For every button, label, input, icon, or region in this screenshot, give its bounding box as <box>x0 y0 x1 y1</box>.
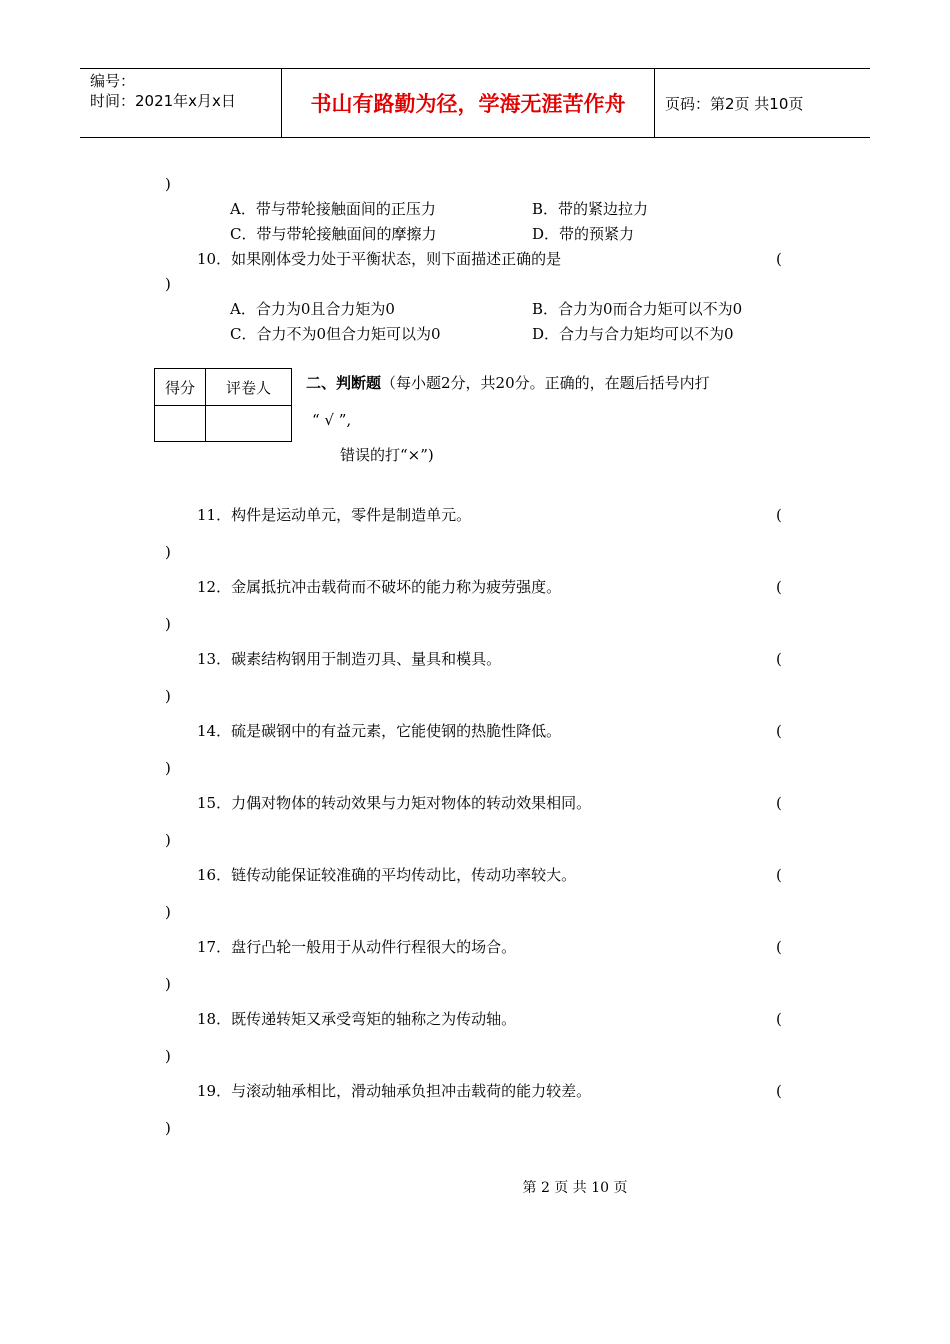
header-meta <box>80 69 280 137</box>
question-text: 19．与滚动轴承相比，滑动轴承负担冲击载荷的能力较差。 <box>197 1082 592 1100</box>
q10-option-a: A．合力为0且合力矩为0 <box>230 300 395 318</box>
question-open-paren: ( <box>776 866 782 884</box>
page-footer: 第 2 页 共 10 页 <box>522 1180 628 1196</box>
q9-option-b: B．带的紧边拉力 <box>532 200 649 218</box>
question-close-paren: ) <box>165 687 171 705</box>
header-motto: 书山有路勤为径，学海无涯苦作舟 <box>310 92 626 116</box>
q10-open-paren: ( <box>776 250 782 268</box>
q10-text: 10．如果刚体受力处于平衡状态，则下面描述正确的是 <box>197 250 562 268</box>
question-text: 14．硫是碳钢中的有益元素，它能使钢的热脆性降低。 <box>197 722 562 740</box>
question-close-paren: ) <box>165 615 171 633</box>
question-text: 18．既传递转矩又承受弯矩的轴称之为传动轴。 <box>197 1010 517 1028</box>
grader-header: 评卷人 <box>206 369 292 406</box>
question-close-paren: ) <box>165 759 171 777</box>
question-open-paren: ( <box>776 938 782 956</box>
score-table <box>154 368 292 442</box>
question-close-paren: ) <box>165 1047 171 1065</box>
q9-option-a: A．带与带轮接触面间的正压力 <box>230 200 436 218</box>
doc-number-label: 编号： <box>90 72 136 90</box>
question-text: 15．力偶对物体的转动效果与力矩对物体的转动效果相同。 <box>197 794 592 812</box>
question-text: 12．金属抵抗冲击载荷而不破坏的能力称为疲劳强度。 <box>197 578 562 596</box>
q10-option-d: D．合力与合力矩均可以不为0 <box>532 325 734 343</box>
header-page-label: 页码：第2页 共10页 <box>665 94 804 113</box>
question-open-paren: ( <box>776 578 782 596</box>
q10-close-paren: ) <box>165 275 171 293</box>
question-close-paren: ) <box>165 831 171 849</box>
q9-option-d: D．带的预紧力 <box>532 225 635 243</box>
section-desc-line2: “ √ ”, <box>312 411 352 429</box>
q10-option-b: B．合力为0而合力矩可以不为0 <box>532 300 743 318</box>
grader-cell <box>206 406 292 442</box>
q10-option-c: C．合力不为0但合力矩可以为0 <box>230 325 441 343</box>
question-close-paren: ) <box>165 975 171 993</box>
question-close-paren: ) <box>165 1119 171 1137</box>
section-desc-line1: （每小题2分，共20分。正确的，在题后括号内打 <box>381 374 710 392</box>
q9-close-paren: ) <box>165 175 171 193</box>
score-header: 得分 <box>155 369 206 406</box>
question-text: 16．链传动能保证较准确的平均传动比，传动功率较大。 <box>197 866 577 884</box>
question-open-paren: ( <box>776 1082 782 1100</box>
score-cell <box>155 406 206 442</box>
question-open-paren: ( <box>776 506 782 524</box>
question-open-paren: ( <box>776 794 782 812</box>
question-open-paren: ( <box>776 1010 782 1028</box>
question-open-paren: ( <box>776 722 782 740</box>
page-header <box>80 68 870 138</box>
question-close-paren: ) <box>165 903 171 921</box>
question-open-paren: ( <box>776 650 782 668</box>
question-text: 13．碳素结构钢用于制造刃具、量具和模具。 <box>197 650 502 668</box>
doc-time-label: 时间：2021年x月x日 <box>90 92 236 110</box>
q9-option-c: C．带与带轮接触面间的摩擦力 <box>230 225 437 243</box>
section-title: 二、判断题 <box>306 374 382 392</box>
question-text: 11．构件是运动单元，零件是制造单元。 <box>197 506 472 524</box>
section-heading <box>306 373 710 393</box>
header-divider <box>654 69 655 137</box>
question-close-paren: ) <box>165 543 171 561</box>
question-text: 17．盘行凸轮一般用于从动件行程很大的场合。 <box>197 938 517 956</box>
section-desc-line3: 错误的打“×”) <box>340 446 434 464</box>
